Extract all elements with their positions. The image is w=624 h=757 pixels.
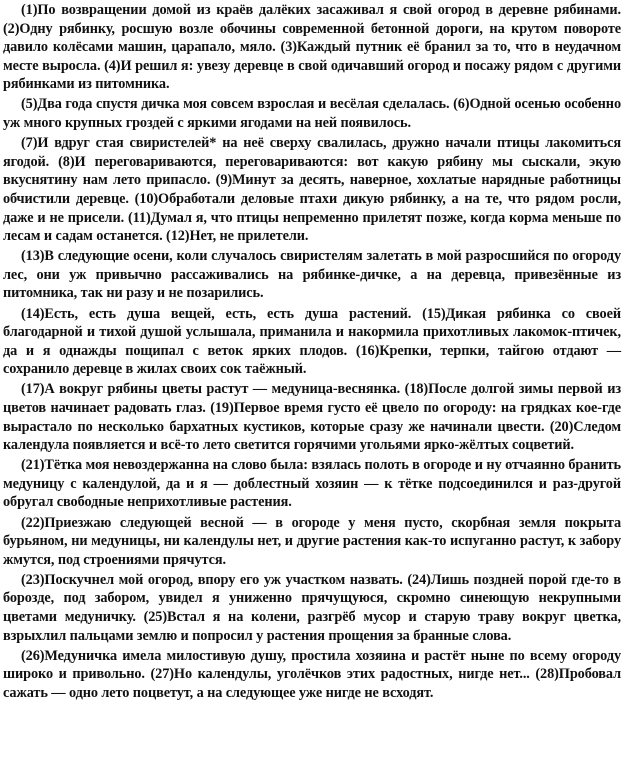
paragraph-2: (5)Два года спустя дичка моя совсем взрослая и весёлая сделалась. (6)Одной осенью особенно уж много крупных гроздей с яркими ягодами на ней появилось. xyxy=(3,96,621,132)
paragraph-1: (1)По возвращении домой из краёв далёких засаживал я свой огород в деревне рябинами. (2)Одну рябинку, росшую возле обочины современной бетонной дороги, на крутом повороте давило колёсами машин, царапало, мяло. (3)Каждый путник её бранил за то, что в неудачном месте выросла. (4)И решил я: увезу деревце в свой одичавший огород и посажу рядом с другими рябинками из питомника. xyxy=(3,2,621,93)
paragraph-5: (14)Есть, есть душа вещей, есть, есть душа растений. (15)Дикая рябинка со своей благодарной и тихой душой услышала, приманила и накормила прихотливых лакомок-птичек, да и я однажды пощипал с веток ярких плодов. (16)Крепки, терпки, тайгою отдают — сохранило деревце в жилах своих сок таёжный. xyxy=(3,305,621,378)
paragraph-9: (23)Поскучнел мой огород, впору его уж участком назвать. (24)Лишь поздней порой где-то в борозде, под забором, увидел я униженно прячущуюся, скромно синеющую некрупными цветами медуничку. (25)Встал я на колени, разгрёб мусор и старую траву вокруг цветка, взрыхлил пальцами землю и попросил у растения прощения за бранные слова. xyxy=(3,571,621,644)
paragraph-4: (13)В следующие осени, коли случалось свиристелям залетать в мой разросшийся по огороду лес, они уж привычно рассаживались на рябинке-дичке, а на деревца, привезённые из питомника, так ни разу и не позарились. xyxy=(3,248,621,302)
paragraph-8: (22)Приезжаю следующей весной — в огороде у меня пусто, скорбная земля покрыта бурьяном, ни медуницы, ни календулы нет, и другие растения как-то испуганно растут, к забору жмутся, под строениями прячутся. xyxy=(3,514,621,568)
paragraph-7: (21)Тётка моя невоздержанна на слово была: взялась полоть в огороде и ну отчаянно бранить медуницу с календулой, да и я — доблестный хозяин — к тётке подсоединился и раз-другой обругал свободные неприхотливые растения. xyxy=(3,457,621,511)
paragraph-10: (26)Медуничка имела милостивую душу, простила хозяина и растёт ныне по всему огороду широко и привольно. (27)Но календулы, уголёчков этих радостных, нигде нет... (28)Пробовал сажать — одно лето поцветут, а на следующее уже нигде не всходят. xyxy=(3,647,621,701)
paragraph-3: (7)И вдруг стая свиристелей* на неё сверху свалилась, дружно начали птицы лакомиться ягодой. (8)И переговариваются, переговариваются: вот какую рябину мы сыскали, экую вкуснятину нам лето припасло. (9)Минут за десять, наверное, хохлатые нарядные работницы обчистили деревце. (10)Обработали деловые птахи дикую рябинку, а на те, что рядом росли, даже и не присели. (11)Думал я, что птицы непременно прилетят позже, когда корма меньше по лесам и садам останется. (12)Нет, не прилетели. xyxy=(3,135,621,245)
paragraph-6: (17)А вокруг рябины цветы растут — медуница-веснянка. (18)После долгой зимы первой из цветов начинает радовать глаз. (19)Первое время густо её цвело по огороду: на грядках кое-где вырастало по несколько бархатных кустиков, которые сразу же начинали цвести. (20)Следом календула появляется и всё-то лето светится горячими угольями ярко-жёлтых соцветий. xyxy=(3,381,621,454)
